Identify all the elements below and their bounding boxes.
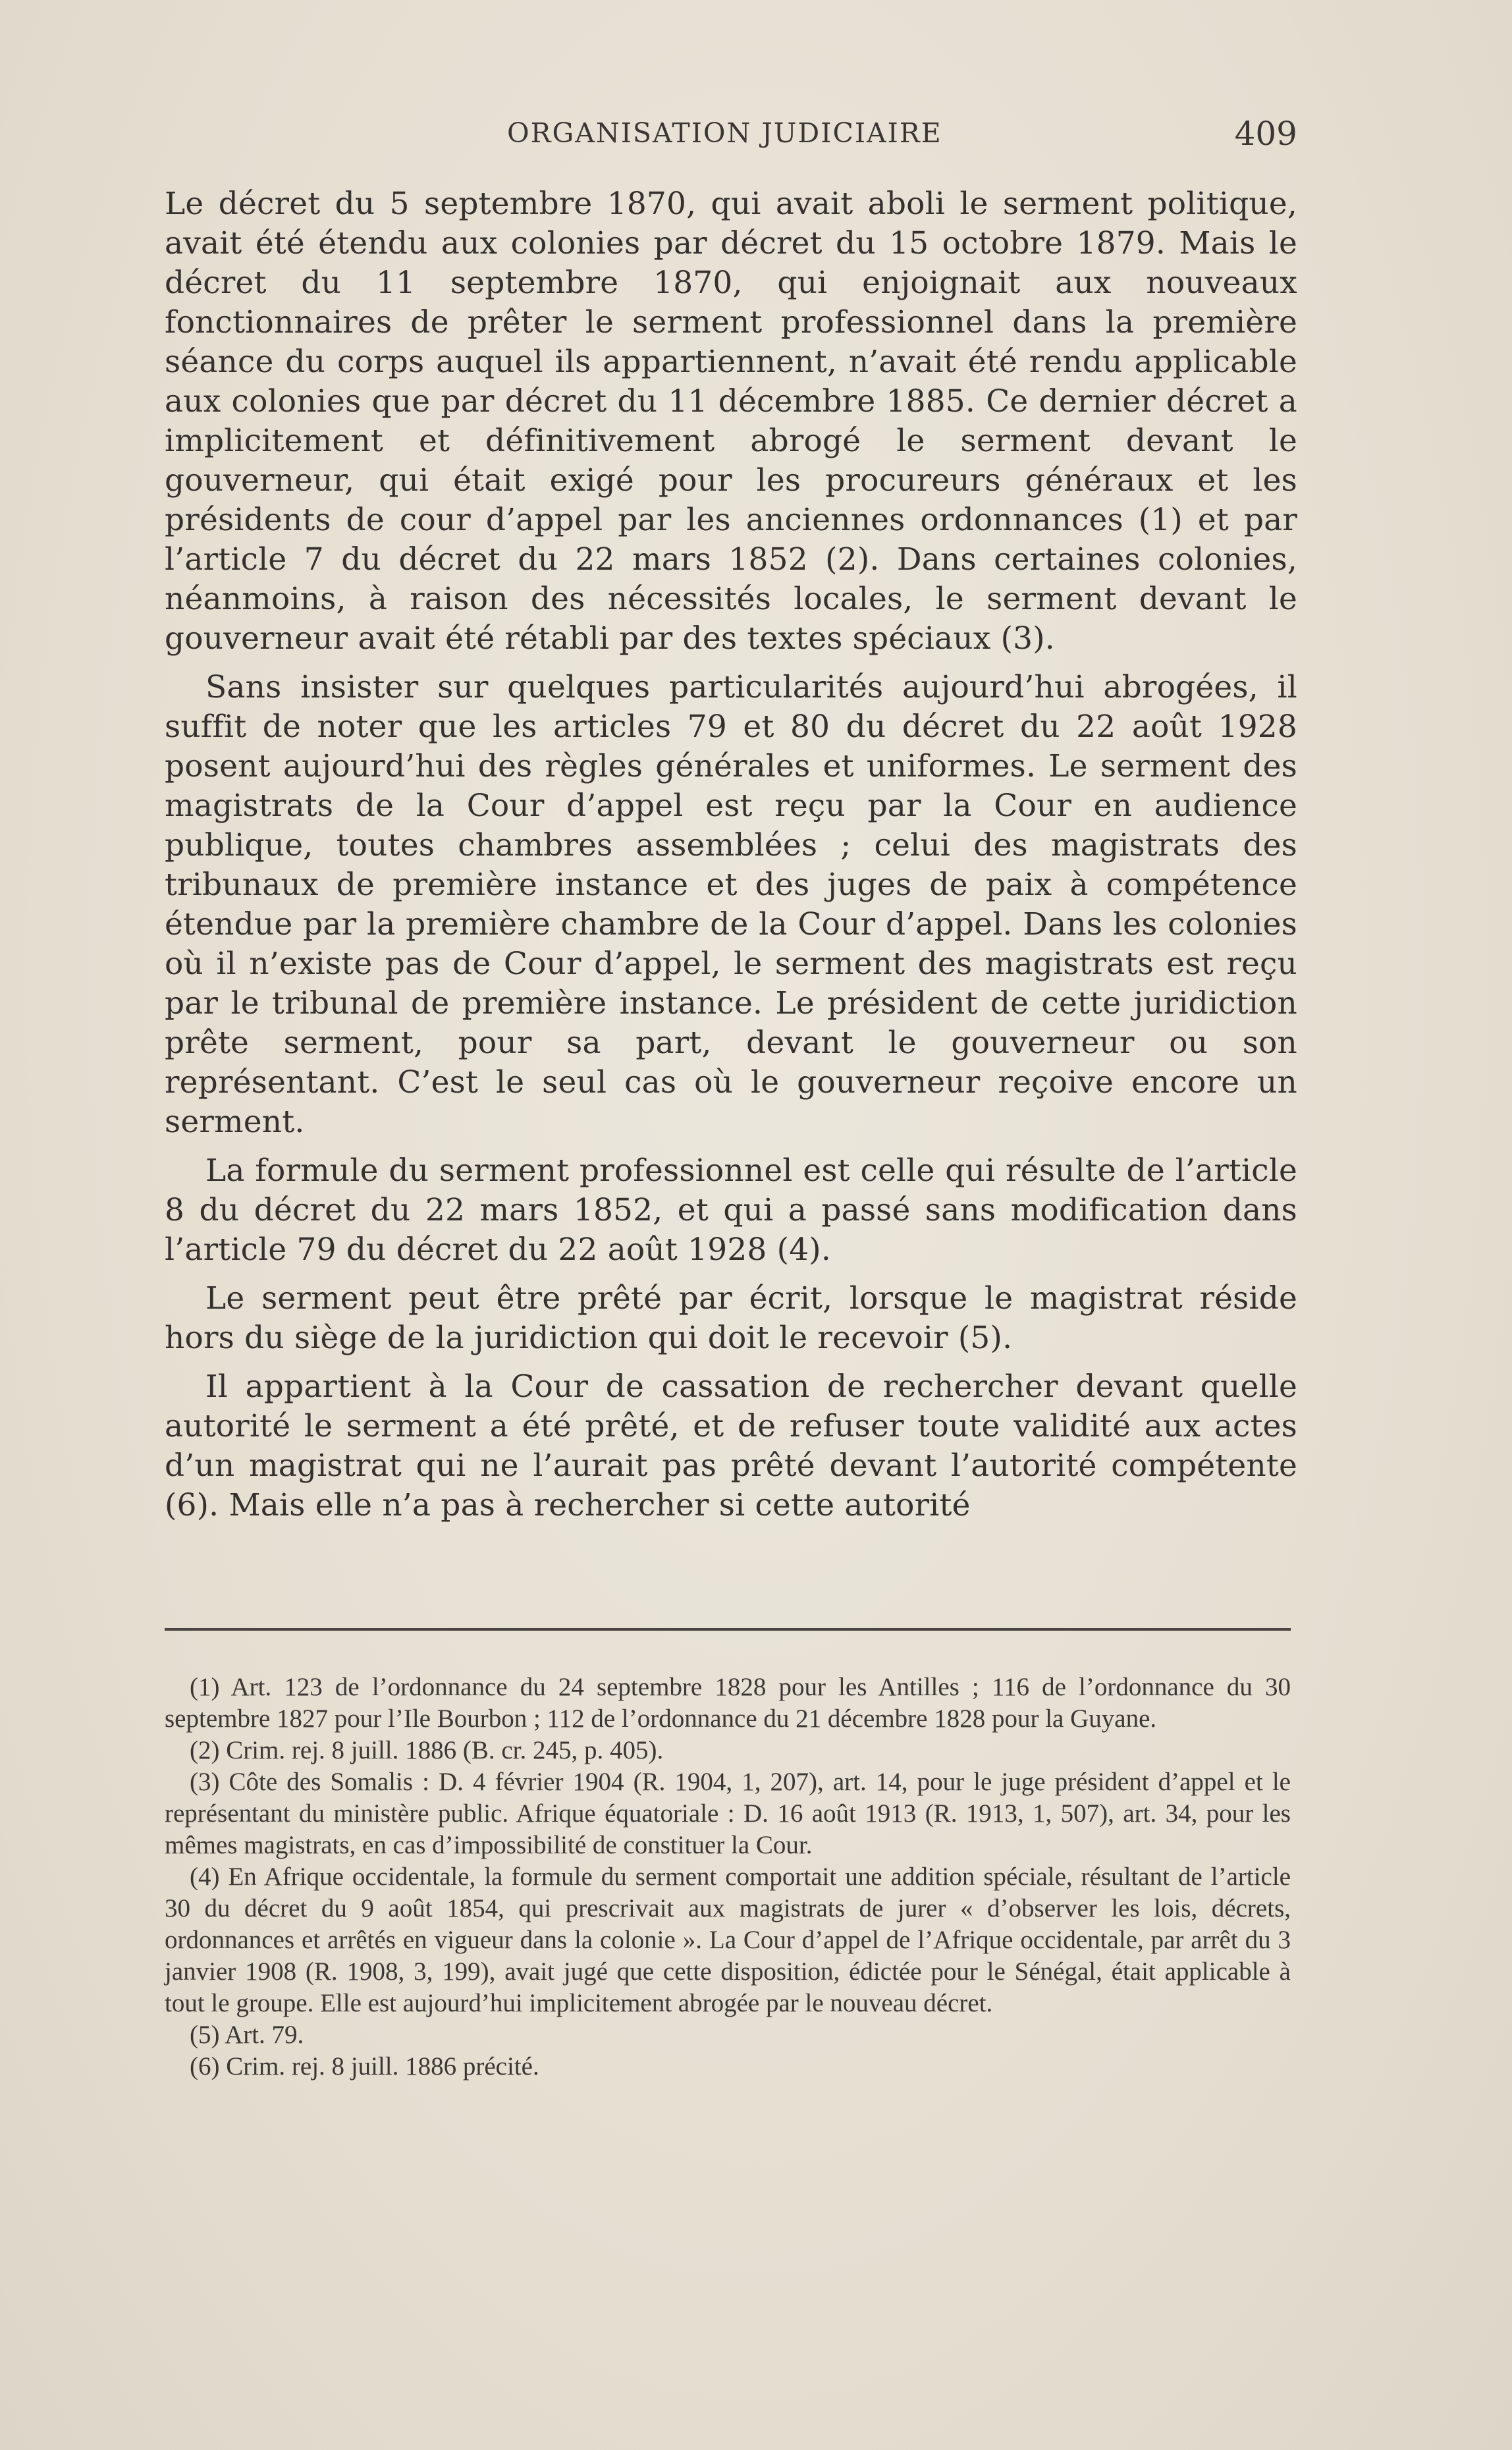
paragraph-current-rules: Sans insister sur quelques particularités aujourd’hui abrogées, il suffit de noter que les articles 79 et 80 du décret du 22 août 1928 posent aujourd’hui des règles générales et uniformes. Le serment des magistrats de la Cour d’appel est reçu par la Cour en audience publique, toutes chambres assemblées ; celui des magistrats des tribunaux de première instance et des juges de paix à compétence étendue par la première chambre de la Cour d’appel. Dans les colonies où il n’existe pas de Cour d’appel, le serment des magistrats est reçu par le tribunal de première instance. Le président de cette juridiction prête serment, pour sa part, devant le gouverneur ou son représentant. C’est le seul cas où le gouverneur reçoive encore un serment. xyxy=(165,669,1297,1140)
footnote-1: (1) Art. 123 de l’ordonnance du 24 septembre 1828 pour les Antilles ; 116 de l’ordonnance du 30 septembre 1827 pour l’Ile Bourbon ; 112 de l’ordonnance du 21 décembre 1828 pour la Guyane. xyxy=(165,1673,1291,1733)
footnote-3: (3) Côte des Somalis : D. 4 février 1904 (R. 1904, 1, 207), art. 14, pour le juge président d’appel et le représentant du ministère public. Afrique équatoriale : D. 16 août 1913 (R. 1913, 1, 507), art. 34, pour les mêmes magistrats, en cas d’impossibilité de constituer la Cour. xyxy=(165,1768,1291,1859)
footnote-divider xyxy=(165,1628,1291,1631)
paragraph-written-oath: Le serment peut être prêté par écrit, lorsque le magistrat réside hors du siège de la juridiction qui doit le recevoir (5). xyxy=(165,1280,1297,1356)
footnote-2: (2) Crim. rej. 8 juill. 1886 (B. cr. 245, p. 405). xyxy=(190,1736,664,1764)
running-head: ORGANISATION JUDICIAIRE xyxy=(507,117,942,149)
page-header xyxy=(165,117,1297,157)
footnotes xyxy=(165,1672,1291,2082)
paragraph-cassation-court: Il appartient à la Cour de cassation de rechercher devant quelle autorité le serment a été prêté, et de refuser toute validité aux actes d’un magistrat qui ne l’aurait pas prêté devant l’autorité compétente (6). Mais elle n’a pas à rechercher si cette autorité xyxy=(165,1369,1297,1523)
footnote-6: (6) Crim. rej. 8 juill. 1886 précité. xyxy=(190,2052,539,2081)
footnote-5: (5) Art. 79. xyxy=(190,2021,304,2049)
footnote-4: (4) En Afrique occidentale, la formule du serment comportait une addition spéciale, résultant de l’article 30 du décret du 9 août 1854, qui prescrivait aux magistrats de jurer « d’observer les lois, décrets, ordonnances et arrêtés en vigueur dans la colonie ». La Cour d’appel de l’Afrique occidentale, par arrêt du 3 janvier 1908 (R. 1908, 3, 199), avait jugé que cette disposition, édictée pour le Sénégal, était applicable à tout le groupe. Elle est aujourd’hui implicitement abrogée par le nouveau décret. xyxy=(165,1863,1291,2017)
page-number: 409 xyxy=(1234,115,1297,153)
paragraph-oath-formula: La formule du serment professionnel est celle qui résulte de l’article 8 du décret du 22 mars 1852, et qui a passé sans modification dans l’article 79 du décret du 22 août 1928 (4). xyxy=(165,1153,1297,1268)
paragraph-oath-history: Le décret du 5 septembre 1870, qui avait aboli le serment politique, avait été étendu aux colonies par décret du 15 octobre 1879. Mais le décret du 11 septembre 1870, qui enjoignait aux nouveaux fonctionnaires de prêter le serment professionnel dans la première séance du corps auquel ils appartiennent, n’avait été rendu applicable aux colonies que par décret du 11 décembre 1885. Ce dernier décret a implicitement et définitivement abrogé le serment devant le gouverneur, qui était exigé pour les procureurs généraux et les présidents de cour d’appel par les anciennes ordonnances (1) et par l’article 7 du décret du 22 mars 1852 (2). Dans certaines colonies, néanmoins, à raison des nécessités locales, le serment devant le gouverneur avait été rétabli par des textes spéciaux (3). xyxy=(165,186,1297,657)
main-text xyxy=(165,184,1297,1535)
